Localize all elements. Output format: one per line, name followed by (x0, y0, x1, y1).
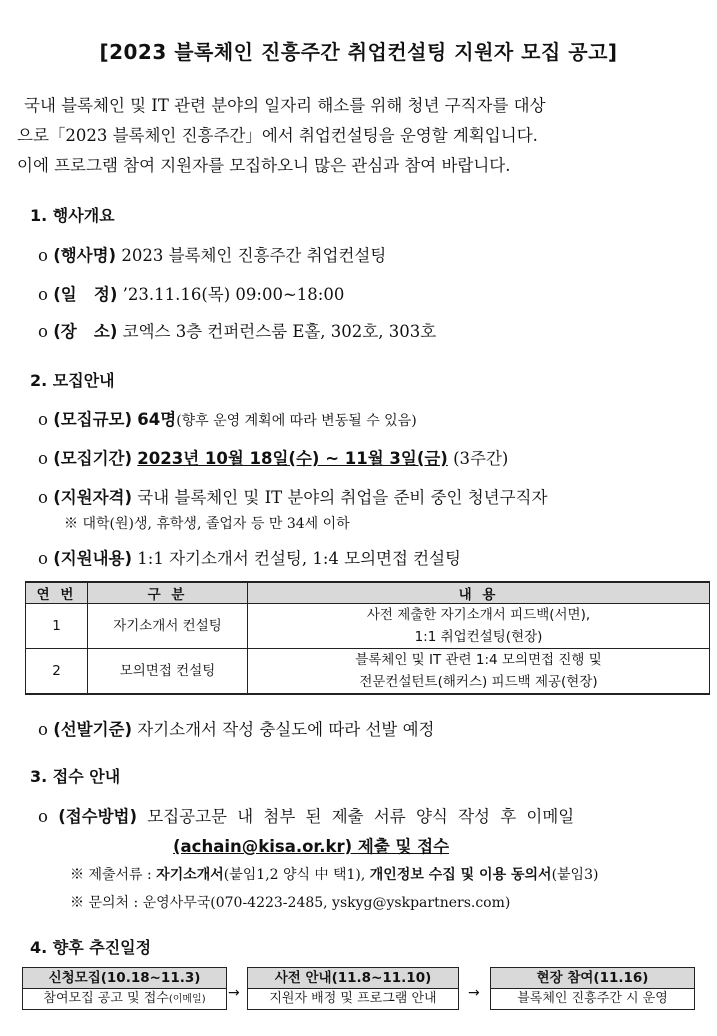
intro-line-2: 으로「2023 블록체인 진흥주간」에서 취업컨설팅을 운영할 계획입니다. (17, 126, 538, 145)
bullet: o (38, 549, 48, 568)
arrow-icon: → (228, 985, 240, 1001)
item-value: 자기소개서 작성 충실도에 따라 선발 예정 (137, 720, 435, 739)
table-row (26, 604, 710, 649)
item-note: (3주간) (453, 449, 509, 468)
item-label: (모집기간) (53, 449, 133, 468)
content-line: 블록체인 및 IT 관련 1:4 모의면접 진행 및 (355, 652, 602, 668)
apply-contact-note: ※ 문의처 : 운영사무국(070-4223-2485, yskyg@yskpartners.com) (70, 895, 511, 911)
bullet: o (38, 285, 48, 304)
table-cell-no: 2 (26, 649, 88, 695)
bullet: o (38, 322, 48, 341)
item-label: (접수방법) (58, 807, 138, 826)
overview-place-item (38, 318, 436, 342)
item-value: ’23.11.16(목) 09:00~18:00 (122, 285, 345, 304)
item-value: 모집공고문 내 첨부 된 제출 서류 양식 작성 후 이메일 (147, 807, 575, 826)
item-label: (일 정) (53, 285, 118, 304)
bullet: o (38, 246, 48, 265)
item-label: (모집규모) (53, 410, 133, 429)
docs-suffix: (붙임3) (551, 867, 599, 883)
apply-method-item (38, 803, 574, 827)
content-line: 1:1 취업컨설팅(현장) (414, 629, 543, 645)
bullet: o (38, 807, 48, 826)
overview-name-item (38, 242, 386, 266)
schedule-step-body: 지원자 배정 및 프로그램 안내 (269, 991, 437, 1006)
schedule-step-body: 참여모집 공고 및 접수(이메일) (43, 991, 206, 1006)
table-row (26, 649, 710, 695)
support-table (25, 581, 710, 695)
table-cell-no: 1 (26, 604, 88, 649)
section-heading-schedule: 4. 향후 추진일정 (30, 938, 152, 957)
intro-line-3: 이에 프로그램 참여 지원자를 모집하오니 많은 관심과 참여 바랍니다. (17, 156, 511, 175)
intro-line-1: 국내 블록체인 및 IT 관련 분야의 일자리 해소를 위해 청년 구직자를 대상 (24, 96, 546, 115)
docs-bold-1: 자기소개서 (156, 867, 224, 883)
schedule-step-body: 블록체인 진흥주간 시 운영 (517, 991, 668, 1006)
schedule-step-title: 신청모집(10.18~11.3) (23, 968, 226, 989)
recruit-scale-item (38, 406, 417, 430)
item-value: 2023 블록체인 진흥주간 취업컨설팅 (121, 246, 387, 265)
arrow-icon: → (468, 985, 480, 1001)
docs-mid: (붙임1,2 양식 中 택1), (223, 867, 370, 883)
table-header: 구 분 (88, 582, 248, 604)
content-line: 전문컨설턴트(해커스) 피드백 제공(현장) (359, 674, 598, 690)
item-label: (지원자격) (53, 488, 133, 507)
table-header: 연 번 (26, 582, 88, 604)
item-value: 2023년 10월 18일(수) ~ 11월 3일(금) (137, 449, 448, 468)
item-label: (장 소) (53, 322, 118, 341)
recruit-qual-item (38, 484, 547, 508)
schedule-step-3 (490, 967, 695, 1010)
recruit-qual-note: ※ 대학(원)생, 휴학생, 졸업자 등 만 34세 이하 (64, 516, 350, 532)
item-value: 1:1 자기소개서 컨설팅, 1:4 모의면접 컨설팅 (137, 549, 461, 568)
schedule-step-title: 사전 안내(11.8~11.10) (248, 968, 458, 989)
apply-docs-note (70, 864, 598, 884)
item-label: (선발기준) (53, 720, 133, 739)
bullet: o (38, 410, 48, 429)
table-cell-type: 자기소개서 컨설팅 (88, 604, 248, 649)
recruit-period-item (38, 445, 508, 469)
item-value: 코엑스 3층 컨퍼런스룸 E홀, 302호, 303호 (122, 322, 437, 341)
recruit-content-item (38, 545, 461, 569)
table-cell-content (248, 604, 710, 649)
table-header-row (26, 582, 710, 604)
bullet: o (38, 720, 48, 739)
item-note: (향후 운영 계획에 따라 변동될 수 있음) (176, 413, 417, 429)
section-heading-recruit: 2. 모집안내 (30, 371, 115, 390)
item-label: (행사명) (53, 246, 117, 265)
table-header: 내 용 (248, 582, 710, 604)
table-cell-type: 모의면접 컨설팅 (88, 649, 248, 695)
table-cell-content (248, 649, 710, 695)
item-value: 64명 (137, 410, 177, 429)
item-value: 국내 블록체인 및 IT 분야의 취업을 준비 중인 청년구직자 (137, 488, 548, 507)
section-heading-overview: 1. 행사개요 (30, 206, 115, 225)
docs-bold-2: 개인정보 수집 및 이용 동의서 (369, 867, 552, 883)
recruit-select-item (38, 716, 434, 740)
schedule-step-title: 현장 참여(11.16) (491, 968, 694, 989)
section-heading-apply: 3. 접수 안내 (30, 767, 121, 786)
apply-email-link[interactable]: (achain@kisa.or.kr) 제출 및 접수 (173, 837, 450, 856)
page-title: [2023 블록체인 진흥주간 취업컨설팅 지원자 모집 공고] (99, 40, 618, 64)
item-label: (지원내용) (53, 549, 133, 568)
schedule-step-2 (247, 967, 459, 1010)
bullet: o (38, 449, 48, 468)
docs-prefix: ※ 제출서류 : (70, 867, 157, 883)
schedule-step-1 (22, 967, 227, 1010)
overview-date-item (38, 281, 344, 305)
bullet: o (38, 488, 48, 507)
content-line: 사전 제출한 자기소개서 피드백(서면), (366, 607, 591, 623)
